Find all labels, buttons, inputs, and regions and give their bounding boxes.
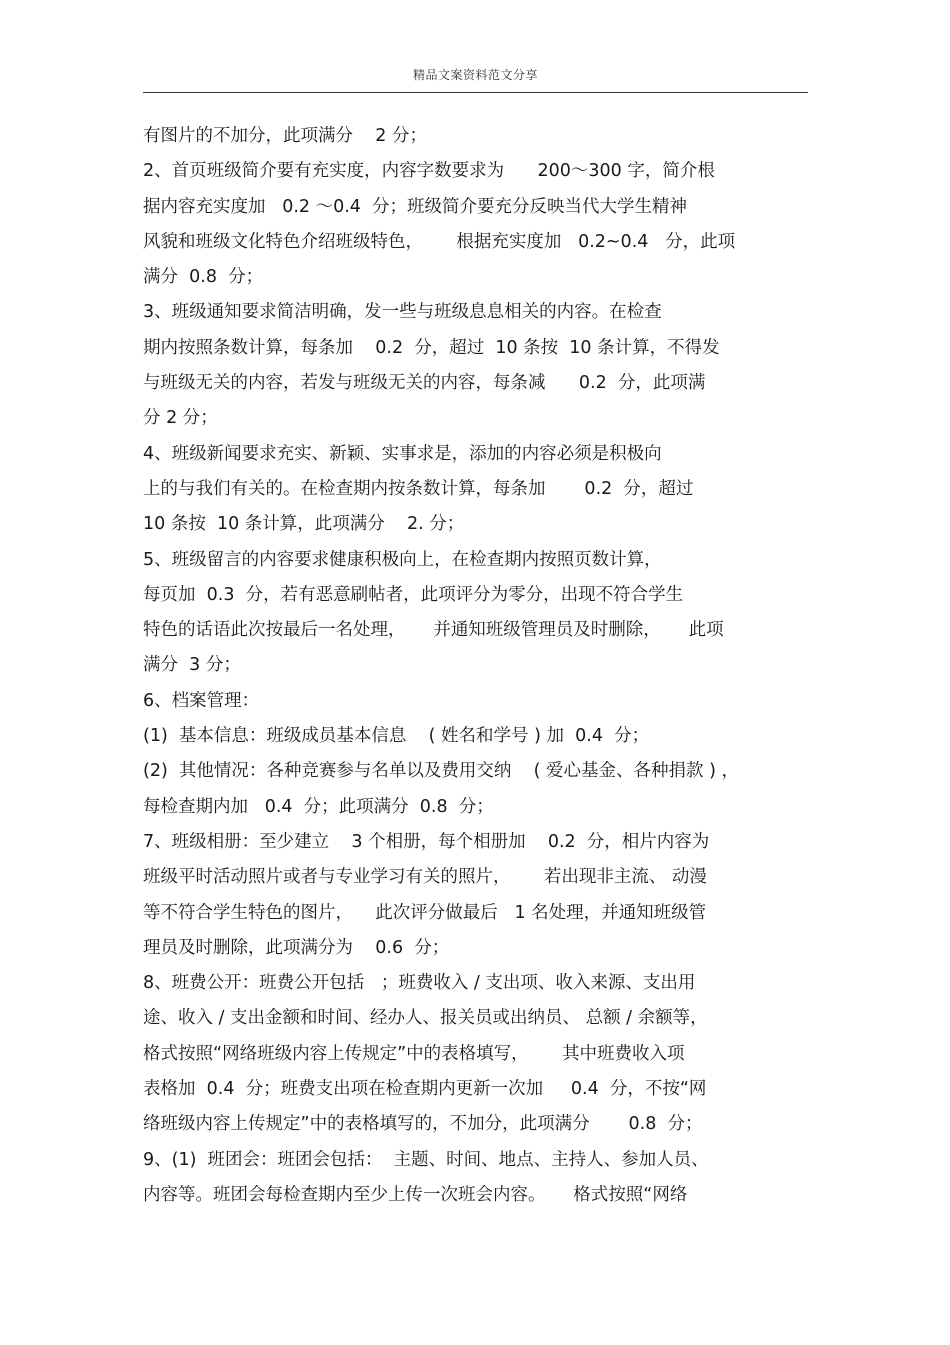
text-line: (2) 其他情况：各种竞赛参与名单以及费用交纳 ( 爱心基金、各种捐款 ) ， [143,761,740,782]
text-line: 途、收入 / 支出金额和时间、经办人、报关员或出纳员、 总额 / 余额等， [143,1008,708,1029]
text-line: 上的与我们有关的。在检查期内按条数计算，每条加 0.2 分，超过 [143,478,694,499]
text-line: 等不符合学生特色的图片， 此次评分做最后 1 名处理，并通知班级管 [143,902,707,923]
text-line: 内容等。班团会每检查期内至少上传一次班会内容。 格式按照“网络 [143,1184,688,1205]
text-line: 8、班费公开：班费公开包括 ；班费收入 / 支出项、收入来源、支出用 [143,973,696,994]
text-line: 有图片的不加分，此项满分 2 分； [143,126,427,146]
text-line: 风貌和班级文化特色介绍班级特色， 根据充实度加 0.2~0.4 分，此项 [143,231,736,252]
text-line: 期内按照条数计算，每条加 0.2 分，超过 10 条按 10 条计算，不得发 [143,337,720,358]
header-title: 精品文案资料范文分享 [412,68,538,82]
text-line: 4、班级新闻要求充实、新颖、实事求是，添加的内容必须是积极向 [143,443,662,464]
text-line: 10 条按 10 条计算，此项满分 2. 分； [143,514,465,535]
text-line: 满分 3 分； [143,655,241,676]
text-line: 与班级无关的内容，若发与班级无关的内容，每条减 0.2 分，此项满 [143,373,706,394]
text-line: 分 2 分； [143,408,218,429]
text-line: 5、班级留言的内容要求健康积极向上，在检查期内按照页数计算， [143,549,662,570]
text-line: 特色的话语此次按最后一名处理， 并通知班级管理员及时删除， 此项 [143,620,724,641]
page-header [143,62,808,93]
document-body [143,119,823,1213]
text-line: 3、班级通知要求简洁明确，发一些与班级息息相关的内容。在检查 [143,302,662,323]
text-line: 每检查期内加 0.4 分；此项满分 0.8 分； [143,796,494,817]
text-line: (1) 基本信息：班级成员基本信息 ( 姓名和学号 ) 加 0.4 分； [143,726,650,747]
text-line: 2、首页班级简介要有充实度，内容字数要求为 200～300 字，简介根 [143,161,715,182]
text-line: 班级平时活动照片或者与专业学习有关的照片， 若出现非主流、 动漫 [143,867,707,888]
text-line: 每页加 0.3 分，若有恶意刷帖者，此项评分为零分，出现不符合学生 [143,584,684,605]
text-line: 满分 0.8 分； [143,267,264,288]
text-line: 6、档案管理： [143,690,260,711]
text-line: 络班级内容上传规定”中的表格填写的，不加分，此项满分 0.8 分； [143,1114,703,1135]
text-line: 格式按照“网络班级内容上传规定”中的表格填写， 其中班费收入项 [143,1043,685,1064]
text-line: 9、(1) 班团会：班团会包括： 主题、时间、地点、主持人、参加人员、 [143,1149,709,1170]
text-line: 表格加 0.4 分；班费支出项在检查期内更新一次加 0.4 分，不按“网 [143,1079,707,1100]
text-line: 7、班级相册：至少建立 3 个相册，每个相册加 0.2 分，相片内容为 [143,831,710,852]
text-line: 理员及时删除，此项满分为 0.6 分； [143,937,450,958]
text-line: 据内容充实度加 0.2 ～0.4 分；班级简介要充分反映当代大学生精神 [143,196,688,217]
